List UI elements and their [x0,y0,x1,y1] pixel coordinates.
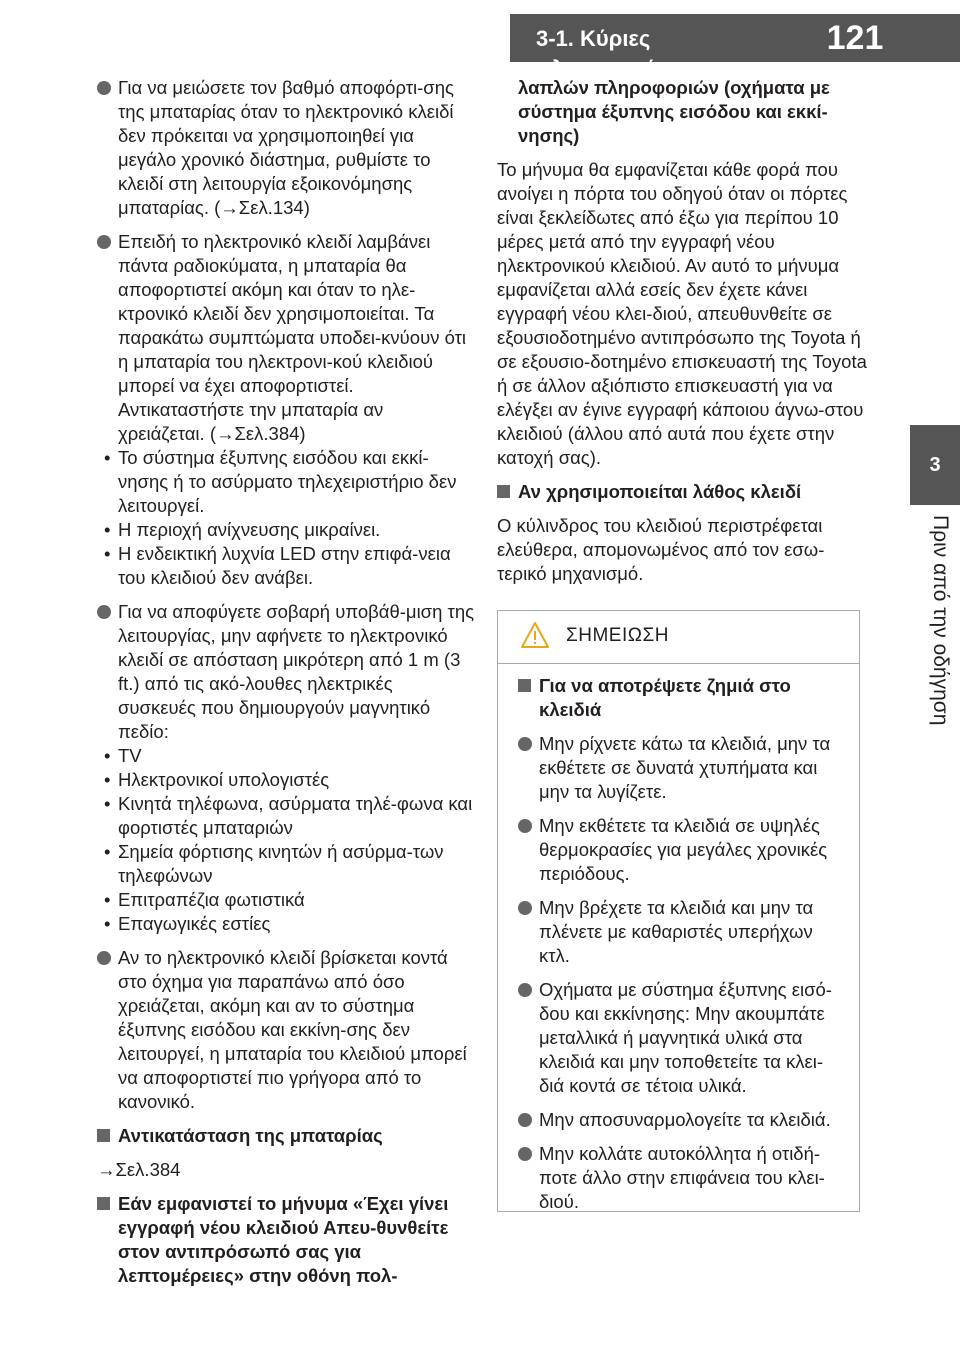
chapter-title [920,515,960,755]
paragraph-text: Αν το ηλεκτρονικό κλειδί βρίσκεται κοντά στο όχημα για παραπάνω από όσο χρειάζεται, ακόμη και αν το σύστημα έξυπνης εισόδου και εκκίνη-σης δεν λειτουργεί, η μπαταρία του κλειδιού μπορεί να αποφορτιστεί πιο γρήγορα από το κανονικό. [118,947,467,1112]
notice-title: ΣΗΜΕΙΩΣΗ [566,625,669,646]
heading-text: Αντικατάσταση της μπαταρίας [118,1125,383,1146]
notice-item [518,978,843,1098]
list-item: • Επαγωγικές εστίες [104,913,271,934]
paragraph-text: Για να μειώσετε τον βαθμό αποφόρτι-σης της μπαταρίας όταν το ηλεκτρονικό κλειδί δεν πρόκειται να χρησιμοποιηθεί για μεγάλο χρονικό διάστημα, ρυθμίστε το κλειδί στη λειτουργία εξοικονόμησης μπαταρίας. (→Σελ.134) [118,77,454,218]
paragraph-text: Επειδή το ηλεκτρονικό κλειδί λαμβάνει πάντα ραδιοκύματα, η μπαταρία θα αποφορτιστεί ακόμη και όταν το ηλε-κτρονικό κλειδί δεν χρησιμοποιείται. Τα παρακάτω συμπτώματα υποδει-κνύουν ότι η μπαταρία του ηλεκτρονι-κού κλειδιού μπορεί να έχει αποφορτιστεί. Αντικαταστήστε την μπαταρία αν χρειάζεται. (→Σελ.384) [118,231,467,444]
square-marker-icon [97,1197,110,1210]
list-item: • TV [104,745,142,766]
paragraph [97,600,475,744]
list-item-text: Ηλεκτρονικοί υπολογιστές [118,769,330,790]
list-item-text: TV [118,745,142,766]
notice-header [498,611,859,664]
section-heading [97,1124,475,1148]
left-column [97,76,475,1298]
list-item-text: Η περιοχή ανίχνευσης μικραίνει. [118,519,381,540]
bullet-list [97,446,475,590]
list-item: • Σημεία φόρτισης κινητών ή ασύρμα-των τηλεφώνων [104,841,444,886]
heading-text: Για να αποτρέψετε ζημιά στο κλειδιά [539,675,791,720]
bullet-dot-icon [97,81,111,95]
chapter-tab: 3 [910,425,960,505]
notice-heading [518,674,843,722]
list-item-text: Σημεία φόρτισης κινητών ή ασύρμα-των τηλεφώνων [118,841,444,886]
page-header [0,0,960,81]
chapter-title-text: Πριν από την οδήγηση [929,515,952,726]
notice-item [518,732,843,804]
bullet-dot-icon [518,1113,532,1127]
paragraph [97,76,475,220]
section-heading [497,480,867,504]
warning-triangle-icon [520,621,550,649]
list-item-text: Το σύστημα έξυπνης εισόδου και εκκί-νησης ή το ασύρματο τηλεχειριστήριο δεν λειτουργεί. [118,447,457,516]
list-item: • Κινητά τηλέφωνα, ασύρματα τηλέ-φωνα και φορτιστές μπαταριών [104,793,473,838]
notice-item [518,1108,843,1132]
list-item: • Η ενδεικτική λυχνία LED στην επιφά-νεια του κλειδιού δεν ανάβει. [104,543,451,588]
bullet-dot-icon [518,901,532,915]
notice-body [498,664,859,1214]
paragraph-text: Για να αποφύγετε σοβαρή υποβάθ-μιση της λειτουργίας, μην αφήνετε το ηλεκτρονικό κλειδί σε απόσταση μικρότερη από 1 m (3 ft.) από τις ακό-λουθες ηλεκτρικές συσκευές που δημιουργούν μαγνητικό πεδίο: [118,601,475,742]
heading-continuation: λαπλών πληροφοριών (οχήματα με σύστημα έξυπνης εισόδου και εκκί-νησης) [518,77,830,146]
list-item: • Ηλεκτρονικοί υπολογιστές [104,769,330,790]
bullet-dot-icon [518,1147,532,1161]
paragraph [97,230,475,446]
bullet-dot-icon [518,983,532,997]
notice-box [497,610,860,1212]
list-item-text: Επιτραπέζια φωτιστικά [118,889,305,910]
notice-item [518,896,843,968]
list-item: • Η περιοχή ανίχνευσης μικραίνει. [104,519,381,540]
list-item-text: Επαγωγικές εστίες [118,913,271,934]
section-title: 3-1. Κύριες πληροφορίες [536,26,676,81]
bullet-dot-icon [97,951,111,965]
page-number: 121 [826,19,884,57]
bullet-dot-icon [97,235,111,249]
page-reference: →Σελ.384 [97,1159,181,1180]
notice-item-text: Μην αποσυναρμολογείτε τα κλειδιά. [539,1109,831,1130]
notice-item-text: Μην ρίχνετε κάτω τα κλειδιά, μην τα εκθέτετε σε δυνατά χτυπήματα και μην τα λυγίζετε. [539,733,831,802]
bullet-dot-icon [97,605,111,619]
list-item-text: Η ενδεικτική λυχνία LED στην επιφά-νεια του κλειδιού δεν ανάβει. [118,543,451,588]
right-column [497,76,867,596]
notice-item-text: Μην εκθέτετε τα κλειδιά σε υψηλές θερμοκρασίες για μεγάλες χρονικές περιόδους. [539,815,828,884]
bullet-dot-icon [518,737,532,751]
paragraph [97,946,475,1114]
heading-text: Αν χρησιμοποιείται λάθος κλειδί [518,481,802,502]
notice-item-text: Οχήματα με σύστημα έξυπνης εισό-δου και εκκίνησης: Μην ακουμπάτε μεταλλικά ή μαγνητικά υλικά στα κλειδιά και μην τοποθετείτε τα κλει-διά κοντά σε τέτοια υλικά. [539,979,832,1096]
list-item: • Επιτραπέζια φωτιστικά [104,889,305,910]
square-marker-icon [497,485,510,498]
section-heading [97,1192,475,1288]
notice-item-text: Μην κολλάτε αυτοκόλλητα ή οτιδή-ποτε άλλο στην επιφάνεια του κλει-διού. [539,1143,825,1212]
bullet-list [97,744,475,936]
list-item: • Το σύστημα έξυπνης εισόδου και εκκί-νησης ή το ασύρματο τηλεχειριστήριο δεν λειτουργεί. [104,447,457,516]
notice-item-text: Μην βρέχετε τα κλειδιά και μην τα πλένετε με καθαριστές υπερήχων κτλ. [539,897,814,966]
paragraph: Το μήνυμα θα εμφανίζεται κάθε φορά που ανοίγει η πόρτα του οδηγού όταν οι πόρτες είναι ξεκλείδωτες από έξω για περίπου 10 μέρες μετά από την εγγραφή νέου ηλεκτρονικού κλειδιού. Αν αυτό το μήνυμα εμφανίζεται αλλά εσείς δεν έχετε κάνει εγγραφή νέου κλει-διού, απευθυνθείτε σε εξουσιοδοτημένο αντιπρόσωπο της Toyota ή σε εξουσιο-δοτημένο επισκευαστή της Toyota ή σε άλλον αξιόπιστο επισκευαστή για να ελέγξει αν έγινε εγγραφή κάποιου άγνω-στου κλειδιού (άλλου από αυτά που έχετε στην κατοχή σας). [497,159,867,468]
notice-item [518,1142,843,1214]
paragraph: Ο κύλινδρος του κλειδιού περιστρέφεται ελεύθερα, απομονωμένος από τον εσω-τερικό μηχανισμό. [497,515,825,584]
square-marker-icon [518,679,531,692]
list-item-text: Κινητά τηλέφωνα, ασύρματα τηλέ-φωνα και φορτιστές μπαταριών [118,793,473,838]
notice-item [518,814,843,886]
square-marker-icon [97,1129,110,1142]
heading-text: Εάν εμφανιστεί το μήνυμα «Έχει γίνει εγγραφή νέου κλειδιού Απευ-θυνθείτε στον αντιπρόσωπό σας για λεπτομέρειες» στην οθόνη πολ- [118,1193,449,1286]
bullet-dot-icon [518,819,532,833]
